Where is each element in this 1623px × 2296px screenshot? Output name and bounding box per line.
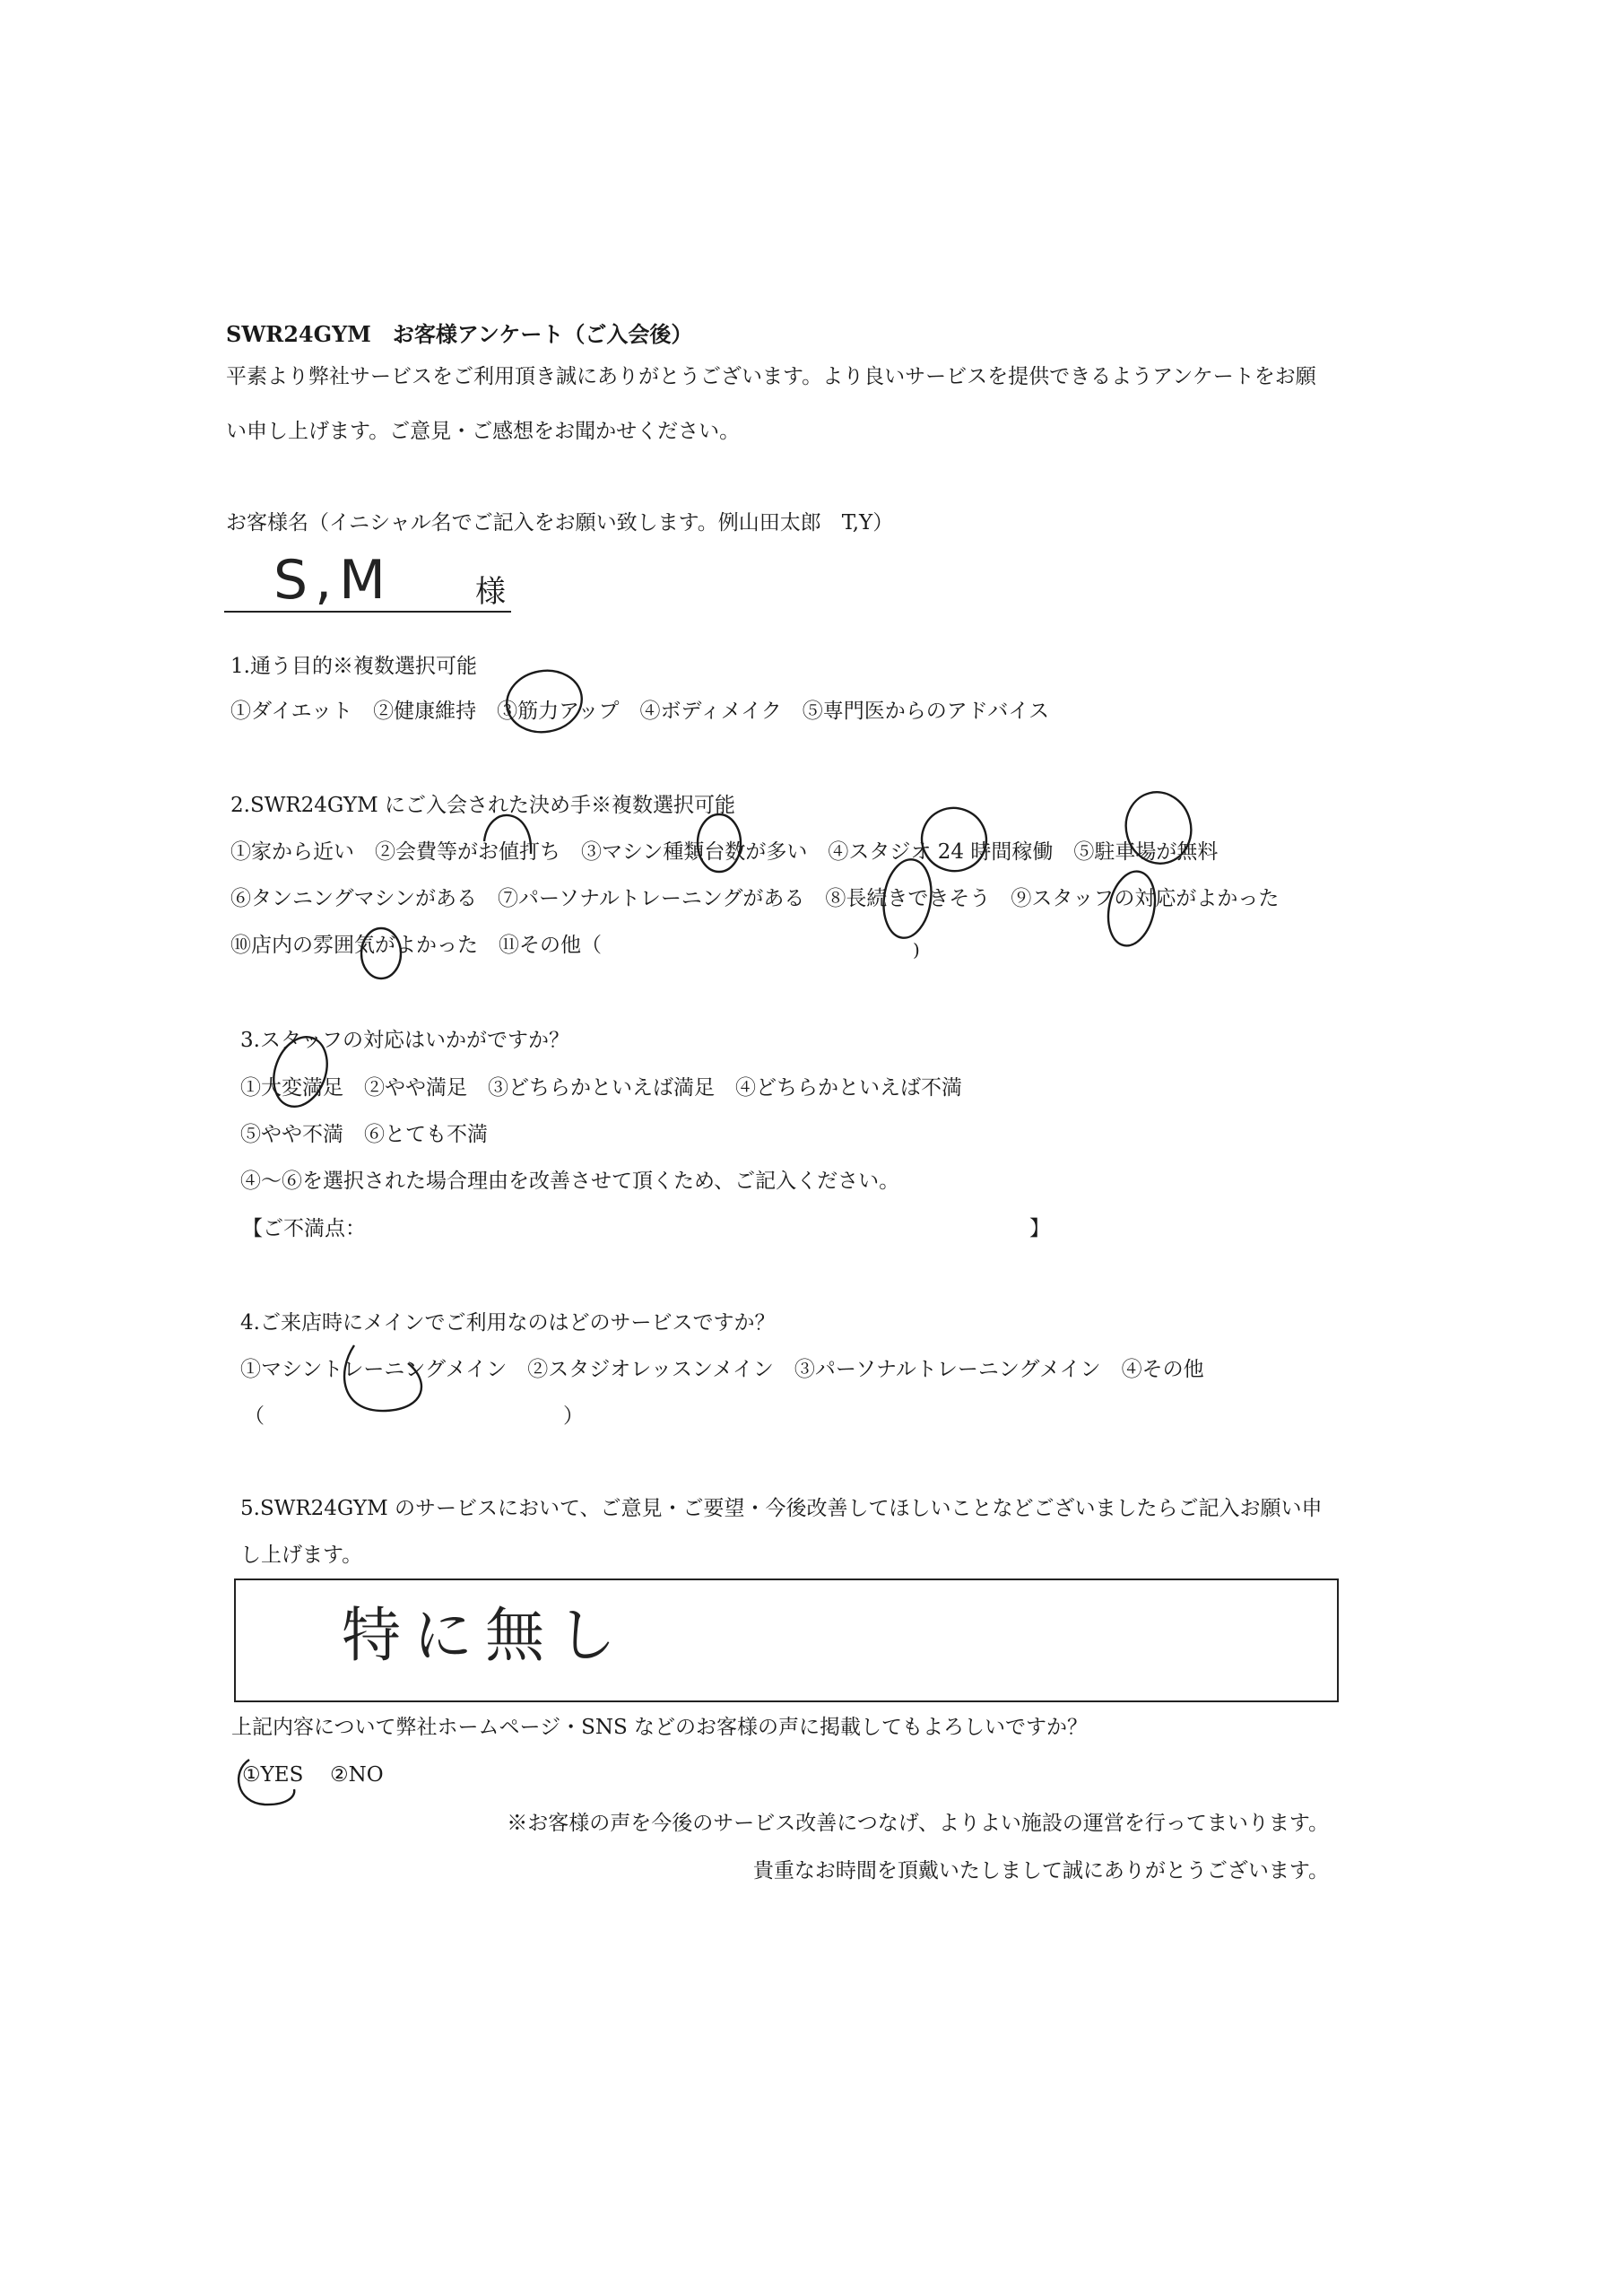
q2-other-close: ) (913, 939, 920, 961)
q1-heading: 1.通う目的※複数選択可能 (230, 655, 477, 678)
q1-options[interactable]: ①ダイエット ②健康維持 ③筋力アップ ④ボディメイク ⑤専門医からのアドバイス (230, 700, 1050, 723)
q2-options-line-1[interactable]: ①家から近い ②会費等がお値打ち ③マシン種類台数が多い ④スタジオ 24 時間稼働 ⑤駐車場が無料 (230, 840, 1219, 864)
q3-options-line-1[interactable]: ①大変満足 ②やや満足 ③どちらかといえば満足 ④どちらかといえば不満 (240, 1076, 962, 1100)
intro-text-line-1: 平素より弊社サービスをご利用頂き誠にありがとうございます。より良いサービスを提供できるようアンケートをお願 (226, 365, 1316, 388)
publish-option-yes[interactable]: ①YES (242, 1763, 304, 1787)
q2-heading: 2.SWR24GYM にご入会された決め手※複数選択可能 (230, 794, 735, 817)
q3-complaint-label: 【ご不満点： (242, 1217, 366, 1240)
intro-text-line-2: い申し上げます。ご意見・ご感想をお聞かせください。 (226, 420, 741, 443)
q2-options-line-3[interactable]: ⑩店内の雰囲気がよかった ⑪その他（ (230, 934, 602, 957)
q4-options[interactable]: ①マシントレーニングメイン ②スタジオレッスンメイン ③パーソナルトレーニングメイン ④その他 (240, 1358, 1204, 1381)
q3-complaint-close: 】 (1029, 1217, 1050, 1240)
q4-heading: 4.ご来店時にメインでご利用なのはどのサービスですか？ (240, 1311, 776, 1335)
q3-note: ④～⑥を選択された場合理由を改善させて頂くため、ご記入ください。 (240, 1170, 900, 1193)
survey-title: SWR24GYM お客様アンケート（ご入会後） (226, 321, 693, 347)
q4-other-open: （ (244, 1405, 265, 1428)
footer-note: ※お客様の声を今後のサービス改善につなげ、よりよい施設の運営を行ってまいります。 (507, 1812, 1329, 1835)
name-underline (224, 611, 511, 613)
publish-option-no[interactable]: ②NO (330, 1763, 384, 1787)
footer-thanks: 貴重なお時間を頂戴いたしまして誠にありがとうございます。 (752, 1859, 1329, 1883)
publish-question: 上記内容について弊社ホームページ・SNS などのお客様の声に掲載してもよろしいですか？ (231, 1716, 1089, 1739)
q3-options-line-2[interactable]: ⑤やや不満 ⑥とても不満 (240, 1123, 488, 1146)
q5-heading-line-1: 5.SWR24GYM のサービスにおいて、ご意見・ご要望・今後改善してほしいことなどございましたらご記入お願い申 (240, 1497, 1323, 1520)
customer-name-label: お客様名（イニシャル名でご記入をお願い致します。例山田太郎 T,Y） (226, 511, 894, 535)
q5-answer-box[interactable] (234, 1578, 1339, 1702)
q2-options-line-2[interactable]: ⑥タンニングマシンがある ⑦パーソナルトレーニングがある ⑧長続きできそう ⑨スタッフの対応がよかった (230, 887, 1280, 910)
q3-heading: 3.スタッフの対応はいかがですか？ (240, 1029, 569, 1052)
customer-name-value[interactable]: S,M (273, 549, 393, 612)
q5-heading-line-2: し上げます。 (240, 1544, 363, 1567)
q5-answer-text: 特に無し (342, 1601, 629, 1670)
q4-other-close: ） (563, 1405, 584, 1428)
customer-honorific: 様 (475, 574, 506, 610)
